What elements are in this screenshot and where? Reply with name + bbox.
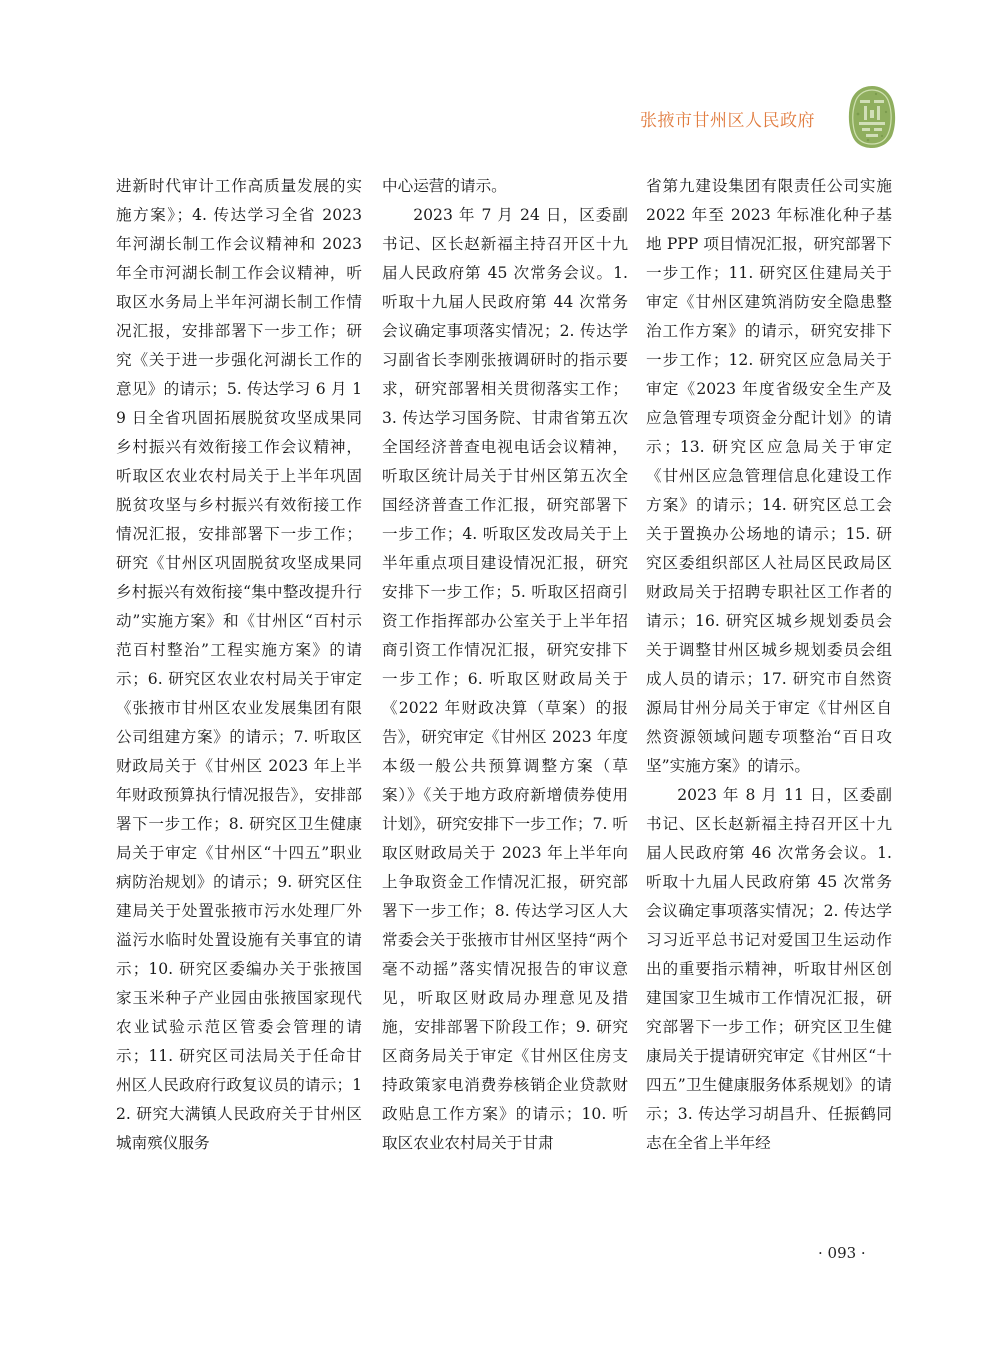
seal-emblem-icon	[846, 84, 898, 150]
paragraph: 中心运营的请示。	[382, 177, 507, 195]
header-title: 张掖市甘州区人民政府	[640, 111, 815, 131]
text-column-1	[116, 172, 362, 1252]
text-column-3	[646, 172, 892, 1252]
text-column-2	[382, 172, 628, 1252]
paragraph: 2023 年 7 月 24 日，区委副书记、区长赵新福主持召开区十九届人民政府第 45 次常务会议。1. 听取十九届人民政府第 44 次常务会议确定事项落实情况；2. 传达学习副省长李刚张掖调研时的指示要求，研究部署相关贯彻落实工作；3. 传达学习国务院、甘肃省第五次全国经济普查电视电话会议精神，听取区统计局关于甘州区第五次全国经济普查工作汇报，研究部署下一步工作；4. 听取区发改局关于上半年重点项目建设情况汇报，研究安排下一步工作；5. 听取区招商引资工作指挥部办公室关于上半年招商引资工作情况汇报，研究安排下一步工作；6. 听取区财政局关于《2022 年财政决算（草案）的报告》，研究审定《甘州区 2023 年度本级一般公共预算调整方案（草案）》《关于地方政府新增债券使用计划》，研究安排下一步工作；7. 听取区财政局关于 2023 年上半年向上争取资金工作情况汇报，研究部署下一步工作；8. 传达学习区人大常委会关于张掖市甘州区坚持“两个毫不动摇”落实情况报告的审议意见，听取区财政局办理意见及措施，安排部署下阶段工作；9. 研究区商务局关于审定《甘州区住房支持政策家电消费券核销企业贷款财政贴息工作方案》的请示；10. 听取区农业农村局关于甘肃	[382, 206, 628, 1152]
paragraph: 进新时代审计工作高质量发展的实施方案》；4. 传达学习全省 2023 年河湖长制工作会议精神和 2023 年全市河湖长制工作会议精神，听取区水务局上半年河湖长制工作情况汇报，安排部署下一步工作；研究《关于进一步强化河湖长工作的意见》的请示；5. 传达学习 6 月 19 日全省巩固拓展脱贫攻坚成果同乡村振兴有效衔接工作会议精神，听取区农业农村局关于上半年巩固脱贫攻坚与乡村振兴有效衔接工作情况汇报，安排部署下一步工作；研究《甘州区巩固脱贫攻坚成果同乡村振兴有效衔接“集中整改提升行动”实施方案》和《甘州区“百村示范百村整治”工程实施方案》的请示；6. 研究区农业农村局关于审定《张掖市甘州区农业发展集团有限公司组建方案》的请示；7. 听取区财政局关于《甘州区 2023 年上半年财政预算执行情况报告》，安排部署下一步工作；8. 研究区卫生健康局关于审定《甘州区“十四五”职业病防治规划》的请示；9. 研究区住建局关于处置张掖市污水处理厂外溢污水临时处置设施有关事宜的请示；10. 研究区委编办关于张掖国家玉米种子产业园由张掖国家现代农业试验示范区管委会管理的请示；11. 研究区司法局关于任命甘州区人民政府行政复议员的请示；12. 研究大满镇人民政府关于甘州区城南殡仪服务	[116, 177, 362, 1152]
paragraph: 省第九建设集团有限责任公司实施 2022 年至 2023 年标准化种子基地 PPP 项目情况汇报，研究部署下一步工作；11. 研究区住建局关于审定《甘州区建筑消防安全隐患整治工作方案》的请示，研究安排下一步工作；12. 研究区应急局关于审定《2023 年度省级安全生产及应急管理专项资金分配计划》的请示；13. 研究区应急局关于审定《甘州区应急管理信息化建设工作方案》的请示；14. 研究区总工会关于置换办公场地的请示；15. 研究区委组织部区人社局区民政局区财政局关于招聘专职社区工作者的请示；16. 研究区城乡规划委员会关于调整甘州区城乡规划委员会组成人员的请示；17. 研究市自然资源局甘州分局关于审定《甘州区自然资源领域问题专项整治“百日攻坚”实施方案》的请示。	[646, 177, 892, 775]
paragraph: 2023 年 8 月 11 日，区委副书记、区长赵新福主持召开区十九届人民政府第 46 次常务会议。1. 听取十九届人民政府第 45 次常务会议确定事项落实情况；2. 传达学习习近平总书记对爱国卫生运动作出的重要指示精神，听取甘州区创建国家卫生城市工作情况汇报，研究部署下一步工作；研究区卫生健康局关于提请研究审定《甘州区“十四五”卫生健康服务体系规划》的请示；3. 传达学习胡昌升、任振鹤同志在全省上半年经	[646, 786, 892, 1152]
page-number: · 093 ·	[818, 1244, 866, 1262]
